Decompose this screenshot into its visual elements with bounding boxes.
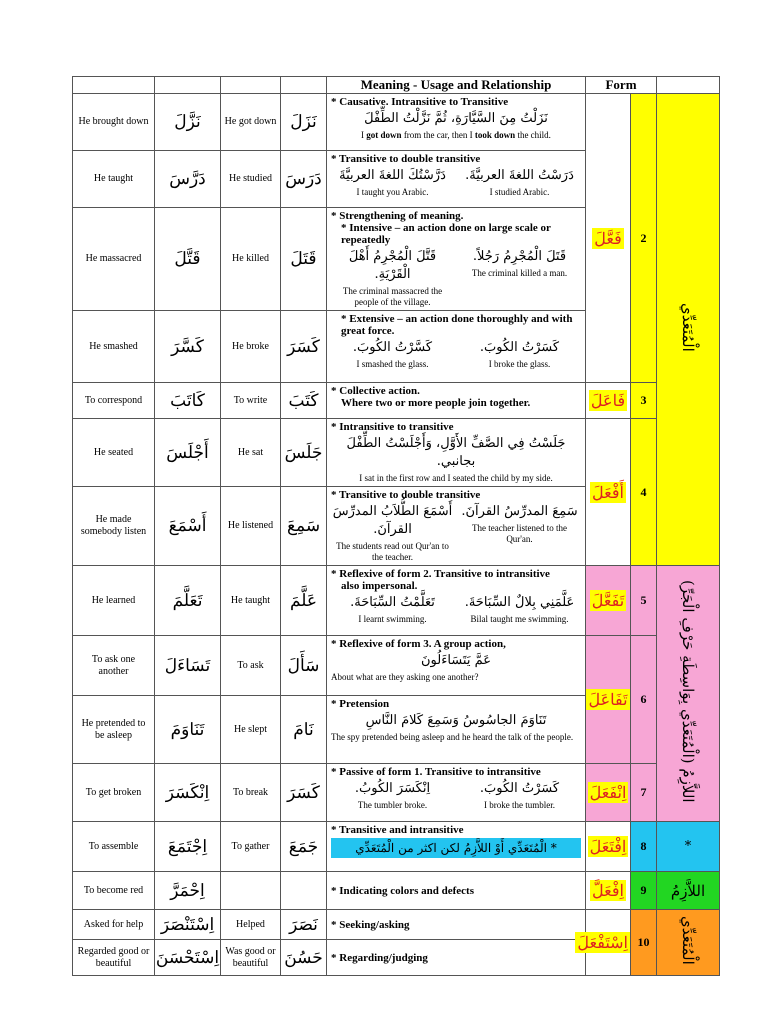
header-form: Form [586,77,657,94]
form-10-pattern: اِسْتَفْعَلَ [586,910,631,976]
form-8-number: 8 [631,822,657,872]
highlight-note: * الْمُتَعَدِّي أَوْ اللاَّزِمُ لكن اكثر من الْمُتَعَدِّي [331,838,581,858]
table-row: To ask one another تَسَاءَلَ To ask سَأَلَ * Reflexive of form 3. A group action, عَمَّ يَتَسَاءَلُونَ About what are they asking one another? تَفَاعَلَ 6 [73,636,720,696]
table-row: He massacred قَتَّلَ He killed قَتَلَ * Strengthening of meaning. * Intensive – an action done on large scale or repeatedly قَتَّلَ الْمُجْرِمُ أَهْلَ الْقَرْيَةِ. The criminal massacred the people of the village. قَتَلَ الْمُجْرِمُ رَجُلاً. The criminal killed a man. [73,208,720,311]
form-8-pattern: اِفْتَعَلَ [586,822,631,872]
table-row: To become red اِحْمَرَّ * Indicating colors and defects اِفْعَلَّ 9 اللاَّزِمُ [73,872,720,910]
table-row: To correspond كَاتَبَ To write كَتَبَ * Collective action. Where two or more people join together. فَاعَلَ 3 [73,383,720,419]
table-row: He smashed كَسَّرَ He broke كَسَرَ * Extensive – an action done thoroughly and with great force. كَسَّرْتُ الكُوبَ. I smashed the glass. كَسَرْتُ الكُوبَ. I broke the glass. [73,311,720,383]
form-4-pattern: أَفْعَلَ [586,419,631,566]
form-9-number: 9 [631,872,657,910]
table-row: To assemble اِجْتَمَعَ To gather جَمَعَ * Transitive and intransitive * الْمُتَعَدِّي أَوْ اللاَّزِمُ لكن اكثر من الْمُتَعَدِّي اِفْتَعَلَ 8 * [73,822,720,872]
verb-forms-table [72,76,720,976]
form-6-pattern: تَفَاعَلَ [586,636,631,764]
table-row: He learned تَعَلَّمَ He taught عَلَّمَ * Reflexive of form 2. Transitive to intransitive also impersonal. تَعَلَّمْتُ السِّبَاحَةَ. I learnt swimming. عَلَّمَنِي بِلالٌ السِّبَاحَةَ. Bilal taught me swimming. تَفَعَّلَ 5 اللاَّزِمُ (الْمُتَعَدِّي بِوَاسِطَةِ حَرْفِ الْجَرِّ) [73,566,720,636]
category-transitive: الْمُتَعَدِّي [657,94,720,566]
header-row [73,77,720,94]
form-10-number: 10 [631,910,657,976]
form-2-pattern: فَعَّلَ [586,94,631,383]
form-5-pattern: تَفَعَّلَ [586,566,631,636]
form-2-number: 2 [631,94,657,383]
table-row: He seated أَجْلَسَ He sat جَلَسَ * Intransitive to transitive جَلَسْتُ فِي الصَّفِّ الأَوَّلِ، وَأَجْلَسْتُ الطِّفْلَ بجانبي. I sat in the first row and I seated the child by my side. أَفْعَلَ 4 [73,419,720,487]
header-meaning: Meaning - Usage and Relationship [327,77,586,94]
form-6-number: 6 [631,636,657,764]
category-intransitive: اللاَّزِمُ [657,872,720,910]
table-row: He taught دَرَّسَ He studied دَرَسَ * Transitive to double transitive دَرَّسْتُكَ اللغةَ العربيَّةَ I taught you Arabic. دَرَسْتُ اللغةَ العربيَّةَ. I studied Arabic. [73,151,720,208]
form-7-number: 7 [631,764,657,822]
form-3-number: 3 [631,383,657,419]
form-3-pattern: فَاعَلَ [586,383,631,419]
category-transitive-2: الْمُتَعَدِّي [657,910,720,976]
form-4-number: 4 [631,419,657,566]
table-row: He brought down نَزَّلَ He got down نَزَلَ * Causative. Intransitive to Transitive نَزَلْتُ مِنَ السَّيَّارَةِ، ثُمَّ نَزَّلْتُ الطِّفْلَ I got down from the car, then I took down the child. فَعَّلَ 2 الْمُتَعَدِّي [73,94,720,151]
table-row: He pretended to be asleep تَنَاوَمَ He slept نَامَ * Pretension تَنَاوَمَ الجاسُوسُ وَسَمِعَ كَلامَ النَّاسِ The spy pretended being asleep and he heard the talk of the people. [73,696,720,764]
table-row: To get broken اِنْكَسَرَ To break كَسَرَ * Passive of form 1. Transitive to intransitive اِنْكَسَرَ الكُوبُ. The tumbler broke. كَسَرْتُ الكُوبَ. I broke the tumbler. اِنْفَعَلَ 7 [73,764,720,822]
table-row: He made somebody listen أَسْمَعَ He listened سَمِعَ * Transitive to double transitive أَسْمَعَ الطُّلاَبُ المدرِّسَ القرآنَ. The students read out Qur'an to the teacher. سَمِعَ المدرِّسُ القرآنَ. The teacher listened to the Qur'an. [73,487,720,566]
category-both: * [657,822,720,872]
category-intransitive-via-preposition: اللاَّزِمُ (الْمُتَعَدِّي بِوَاسِطَةِ حَرْفِ الْجَرِّ) [657,566,720,822]
form-5-number: 5 [631,566,657,636]
form-7-pattern: اِنْفَعَلَ [586,764,631,822]
form-9-pattern: اِفْعَلَّ [586,872,631,910]
table-row: Asked for help اِسْتَنْصَرَ Helped نَصَرَ * Seeking/asking اِسْتَفْعَلَ 10 الْمُتَعَدِّي [73,910,720,940]
table-row: Regarded good or beautiful اِسْتَحْسَنَ Was good or beautiful حَسُنَ * Regarding/judging [73,940,720,976]
